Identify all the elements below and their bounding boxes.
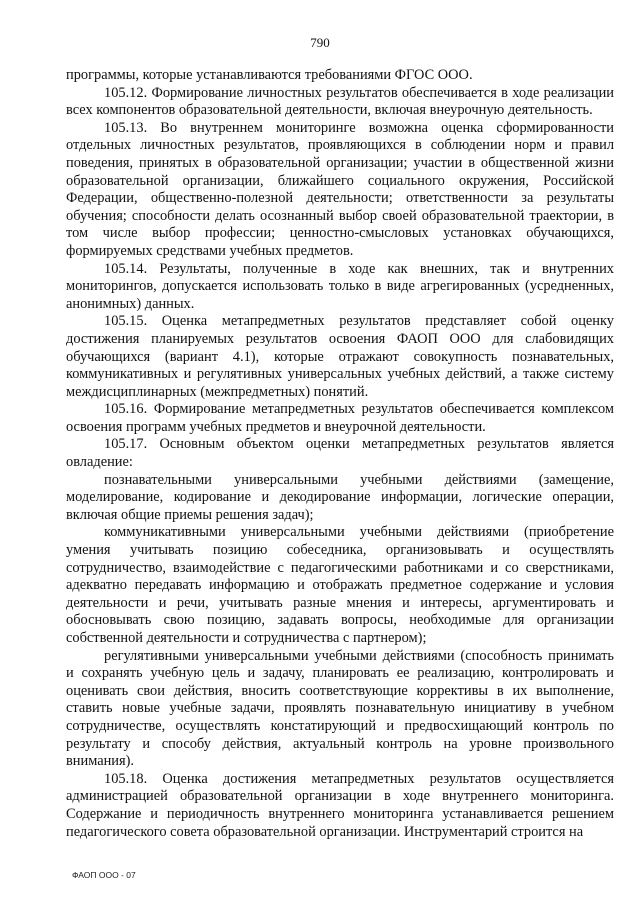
paragraph-cognitive-actions: познавательными универсальными учебными действиями (замещение, моделирование, кодирование и декодирование информации, логические операции, включая общие приемы решения задач); [66, 471, 614, 523]
document-body [66, 67, 614, 841]
paragraph-105-13: 105.13. Во внутреннем мониторинге возможна оценка сформированности отдельных личностных результатов, проявляющихся в соблюдении норм и правил поведения, принятых в образовательной организации; участии в общественной жизни образовательной организации, ближайшего социального окружения, Российской Федерации, общественно-полезной деятельности; ответственности за результаты обучения; способности делать осознанный выбор своей образовательной траектории, в том числе выбор профессии; ценностно-смысловых установках обучающихся, формируемых средствами учебных предметов. [66, 119, 614, 259]
paragraph-105-16: 105.16. Формирование метапредметных результатов обеспечивается комплексом освоения программ учебных предметов и внеурочной деятельности. [66, 401, 614, 435]
paragraph-105-18: 105.18. Оценка достижения метапредметных результатов осуществляется администрацией образовательной организации в ходе внутреннего мониторинга. Содержание и периодичность внутреннего мониторинга устанавливается решением педагогического совета образовательной организации. Инструментарий строится на [66, 770, 614, 840]
paragraph-105-15: 105.15. Оценка метапредметных результатов представляет собой оценку достижения планируемых результатов освоения ФАОП ООО для слабовидящих обучающихся (вариант 4.1), которые отражают совокупность познавательных, коммуникативных и регулятивных универсальных учебных действий, а также систему междисциплинарных (межпредметных) понятий. [66, 313, 614, 400]
paragraph-105-12: 105.12. Формирование личностных результатов обеспечивается в ходе реализации всех компонентов образовательной деятельности, включая внеурочную деятельность. [66, 84, 614, 119]
footer-code: ФАОП ООО - 07 [72, 870, 136, 880]
paragraph-105-14: 105.14. Результаты, полученные в ходе как внешних, так и внутренних мониторингов, допускается использовать только в виде агрегированных (усредненных, анонимных) данных. [66, 260, 614, 312]
paragraph-regulatory-actions: регулятивными универсальными учебными действиями (способность принимать и сохранять учебную цель и задачу, планировать ее реализацию, контролировать и оценивать свои действия, вносить соответствующие коррективы в их выполнение, ставить новые учебные задачи, проявлять познавательную инициативу в учебном сотрудничестве, осуществлять констатирующий и предвосхищающий контроль по результату и способу действия, актуальный контроль на уровне произвольного внимания). [66, 647, 614, 770]
paragraph-105-17: 105.17. Основным объектом оценки метапредметных результатов является овладение: [66, 436, 614, 471]
page-number: 790 [310, 35, 330, 50]
paragraph-communicative-actions: коммуникативными универсальными учебными действиями (приобретение умения учитывать позицию собеседника, организовывать и осуществлять сотрудничество, взаимодействие с педагогическими работниками и со сверстниками, адекватно передавать информацию и отображать предметное содержание и условия деятельности и речи, учитывать разные мнения и интересы, аргументировать и обосновывать свою позицию, задавать вопросы, необходимые для организации собственной деятельности и сотрудничества с партнером); [66, 524, 614, 646]
paragraph-continuation: программы, которые устанавливаются требованиями ФГОС ООО. [66, 67, 473, 83]
